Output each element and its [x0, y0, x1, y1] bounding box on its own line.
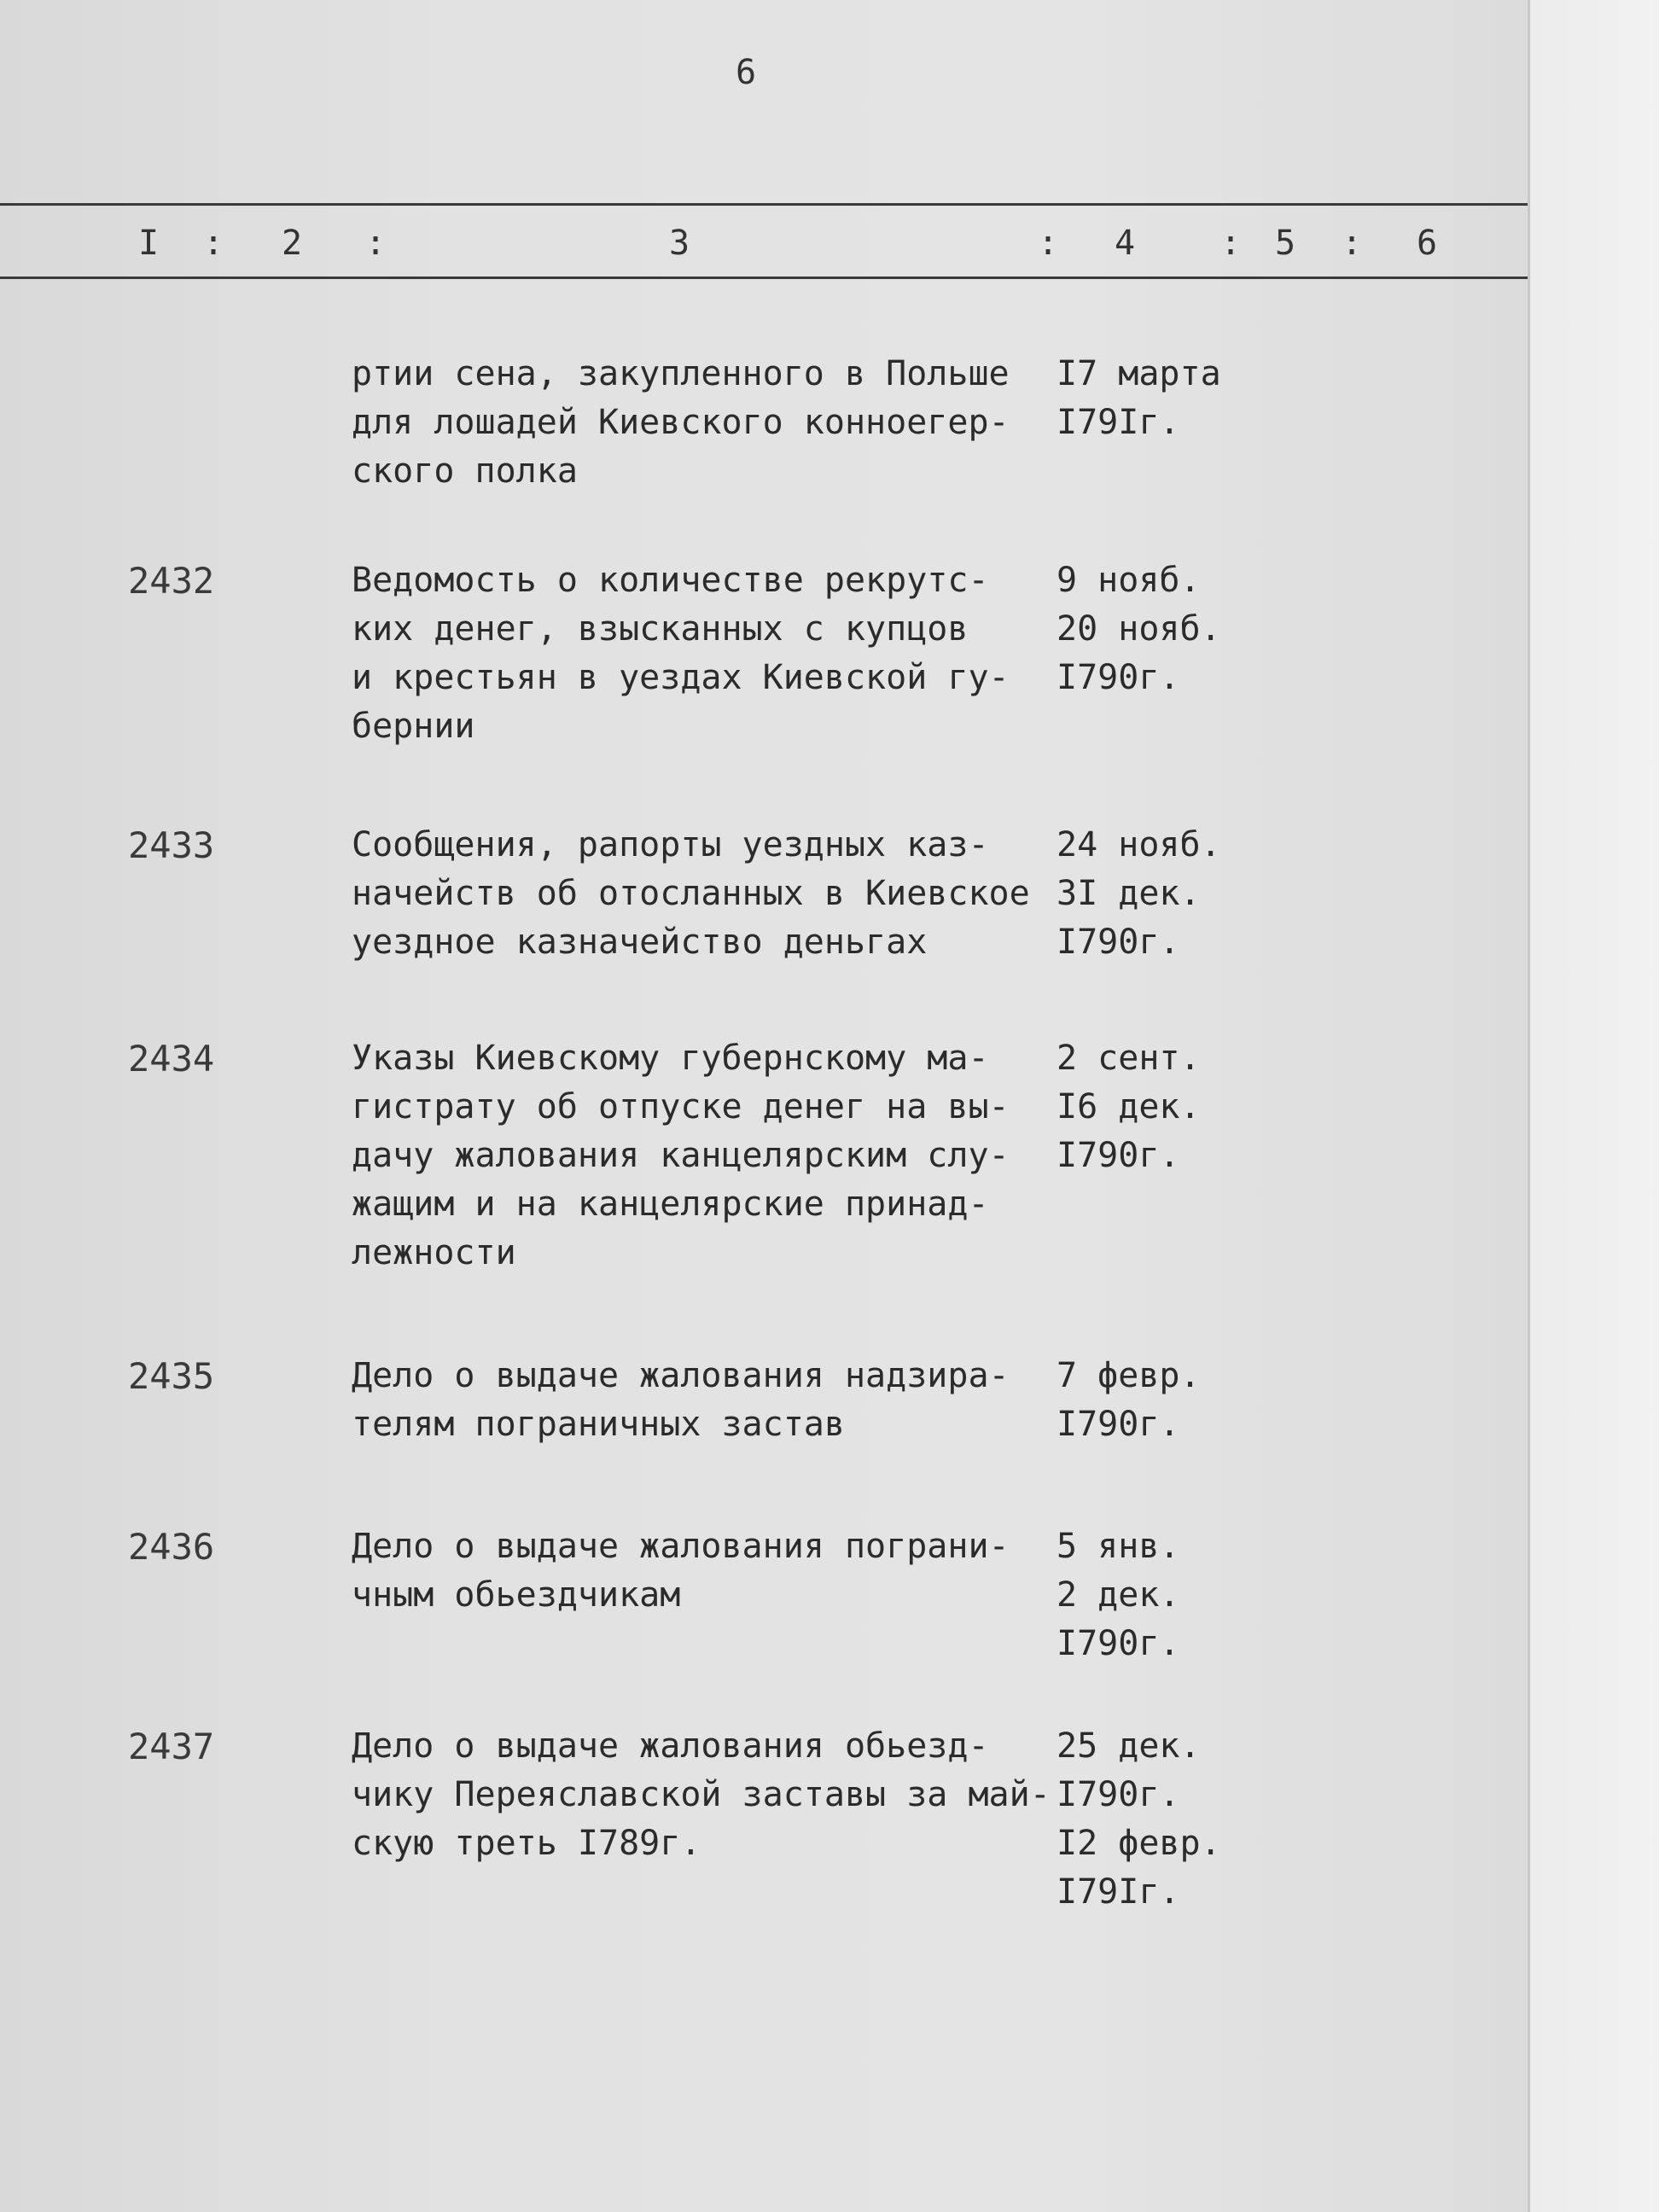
table-header-rule: [0, 276, 1528, 279]
record-description: ртии сена, закупленного в Польше для лошадей Киевского конноегер- ского полка: [352, 354, 1010, 491]
record-number: 2435: [128, 1355, 215, 1397]
table-top-rule: [0, 203, 1528, 206]
record-description: Сообщения, рапорты уездных каз- начейств об отосланных в Киевское уездное казначейство деньгах: [352, 825, 1030, 962]
record-dates: 9 нояб. 20 нояб. I790г.: [1057, 561, 1221, 697]
record-description: Дело о выдаче жалования обьезд- чику Переяславской заставы за май- скую треть I789г.: [352, 1726, 1051, 1863]
page-edge: [1530, 0, 1659, 2212]
record-dates: I7 марта I79Iг.: [1057, 354, 1221, 442]
column-header-5: 5: [1275, 224, 1296, 263]
column-header-3: 3: [669, 224, 690, 263]
column-separator: :: [1038, 224, 1059, 263]
record-number: 2432: [128, 560, 215, 602]
record-description: Указы Киевскому губернскому ма- гистрату об отпуске денег на вы- дачу жалования канцелярским слу- жащим и на канцелярские принад- лежности: [352, 1039, 1010, 1272]
record-description: Дело о выдаче жалования надзира- телям пограничных застав: [352, 1356, 1010, 1444]
column-separator: :: [203, 224, 224, 263]
record-number: 2433: [128, 824, 215, 866]
record-dates: 5 янв. 2 дек. I790г.: [1057, 1527, 1180, 1663]
record-description: Дело о выдаче жалования пограни- чным обьездчикам: [352, 1527, 1010, 1615]
column-header-1: I: [138, 224, 160, 263]
record-dates: 7 февр. I790г.: [1057, 1356, 1201, 1444]
column-header-6: 6: [1417, 224, 1438, 263]
record-dates: 25 дек. I790г. I2 февр. I79Iг.: [1057, 1726, 1221, 1912]
page-number: 6: [736, 53, 757, 92]
column-header-4: 4: [1115, 224, 1136, 263]
record-number: 2436: [128, 1526, 215, 1568]
column-separator: :: [1342, 224, 1363, 263]
record-dates: 24 нояб. 3I дек. I790г.: [1057, 825, 1221, 962]
record-description: Ведомость о количестве рекрутс- ких денег, взысканных с купцов и крестьян в уездах Киевской гу- бернии: [352, 561, 1010, 746]
record-number: 2437: [128, 1726, 215, 1767]
column-separator: :: [1220, 224, 1242, 263]
column-header-2: 2: [282, 224, 303, 263]
record-number: 2434: [128, 1038, 215, 1080]
column-separator: :: [365, 224, 387, 263]
record-dates: 2 сент. I6 дек. I790г.: [1057, 1039, 1201, 1175]
